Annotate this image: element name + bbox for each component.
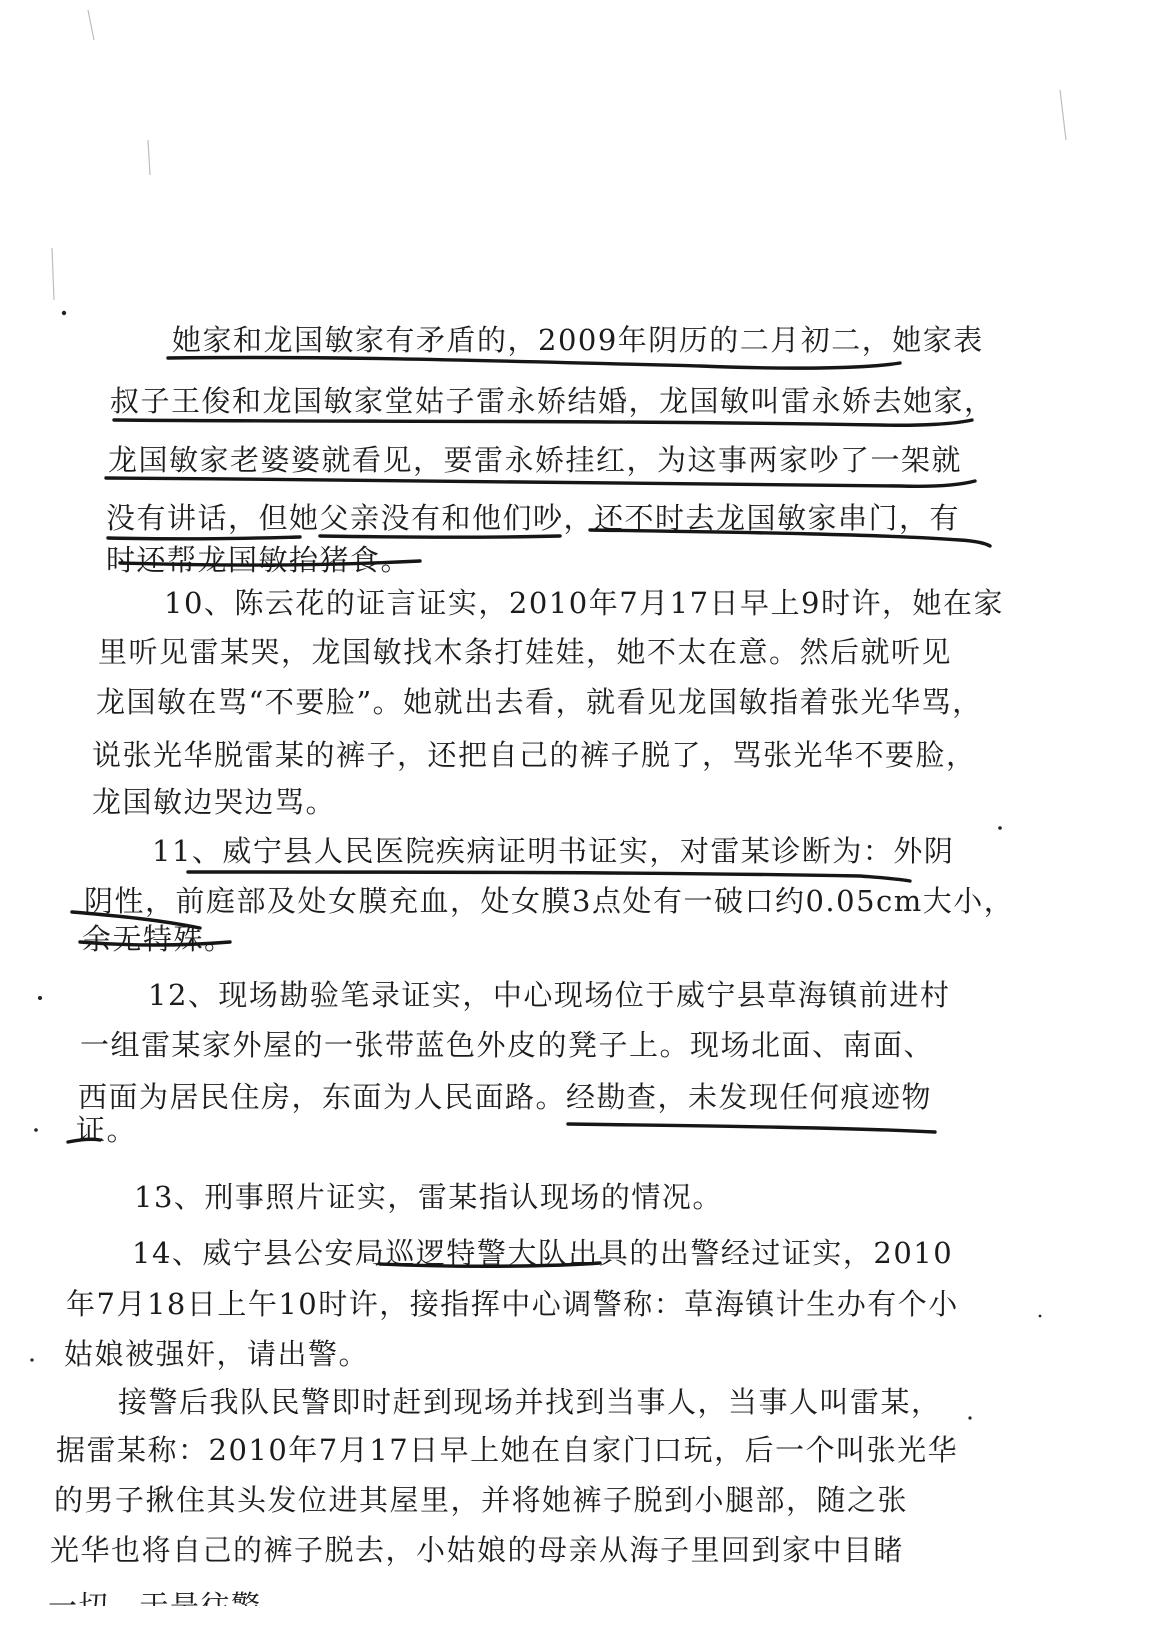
underline-mark-11 <box>568 1124 935 1132</box>
scan-edge-mark-4 <box>148 140 150 175</box>
document-line-11: 11、威宁县人民医院疾病证明书证实，对雷某诊断为：外阴 <box>152 834 955 868</box>
underline-mark-3 <box>106 478 975 486</box>
underline-mark-1 <box>168 357 900 368</box>
document-line-4: 没有讲话，但她父亲没有和他们吵，还不时去龙国敏家串门，有 <box>106 501 961 535</box>
document-line-2: 叔子王俊和龙国敏家堂姑子雷永娇结婚，龙国敏叫雷永娇去她家， <box>110 384 995 418</box>
scan-speck-7 <box>968 1416 971 1419</box>
underline-mark-4 <box>108 537 300 539</box>
document-line-24: 的男子揪住其头发位进其屋里，并将她裤子脱到小腿部，随之张 <box>54 1483 909 1517</box>
scan-speck-4 <box>998 826 1002 830</box>
underline-mark-5 <box>320 536 560 537</box>
document-line-18: 13、刑事照片证实，雷某指认现场的情况。 <box>134 1180 723 1214</box>
document-line-22: 接警后我队民警即时赶到现场并找到当事人，当事人叫雷某， <box>118 1385 942 1419</box>
underline-mark-2 <box>114 420 972 425</box>
document-line-23: 据雷某称：2010年7月17日早上她在自家门口玩，后一个叫张光华 <box>56 1433 959 1467</box>
document-line-8: 龙国敏在骂“不要脸”。她就出去看，就看见龙国敏指着张光华骂， <box>96 685 983 719</box>
document-line-3: 龙国敏家老婆婆就看见，要雷永娇挂红，为这事两家吵了一架就 <box>108 443 963 477</box>
document-line-6: 10、陈云花的证言证实，2010年7月17日早上9时许，她在家 <box>164 586 1005 620</box>
scan-speck-2 <box>38 996 42 1000</box>
document-line-25: 光华也将自己的裤子脱去，小姑娘的母亲从海子里回到家中目睹 <box>50 1533 905 1567</box>
scan-speck-5 <box>30 1358 33 1361</box>
underline-mark-8 <box>188 872 910 881</box>
document-line-10: 龙国敏边哭边骂。 <box>92 785 337 819</box>
document-line-20: 年7月18日上午10时许，接指挥中心调警称：草海镇计生办有个小 <box>66 1287 959 1321</box>
page-bottom-cutoff <box>0 1606 1153 1628</box>
document-line-7: 里听见雷某哭，龙国敏找木条打娃娃，她不太在意。然后就听见 <box>98 635 953 669</box>
document-line-1: 她家和龙国敏家有矛盾的，2009年阴历的二月初二，她家表 <box>172 323 984 357</box>
document-line-19: 14、威宁县公安局巡逻特警大队出具的出警经过证实，2010 <box>132 1236 954 1270</box>
scan-edge-mark-1 <box>52 248 54 300</box>
document-line-15: 一组雷某家外屋的一张带蓝色外皮的凳子上。现场北面、南面、 <box>80 1028 935 1062</box>
document-line-14: 12、现场勘验笔录证实，中心现场位于威宁县草海镇前进村 <box>148 978 951 1012</box>
scan-edge-mark-3 <box>1060 90 1066 140</box>
document-line-17: 证。 <box>76 1113 138 1147</box>
document-line-13: 余无特殊。 <box>82 922 235 956</box>
scan-speck-3 <box>34 1128 38 1132</box>
scan-speck-1 <box>62 311 66 315</box>
document-line-12: 阴性，前庭部及处女膜充血，处女膜3点处有一破口约0.05cm大小， <box>84 884 1015 918</box>
scan-edge-mark-2 <box>88 10 94 40</box>
document-line-16: 西面为居民住房，东面为人民面路。经勘查，未发现任何痕迹物 <box>78 1080 933 1114</box>
scan-speck-6 <box>1039 1315 1042 1318</box>
document-line-5: 时还帮龙国敏抬猪食。 <box>106 543 412 577</box>
document-line-9: 说张光华脱雷某的裤子，还把自己的裤子脱了，骂张光华不要脸， <box>92 738 977 772</box>
document-line-21: 姑娘被强奸，请出警。 <box>64 1337 370 1371</box>
